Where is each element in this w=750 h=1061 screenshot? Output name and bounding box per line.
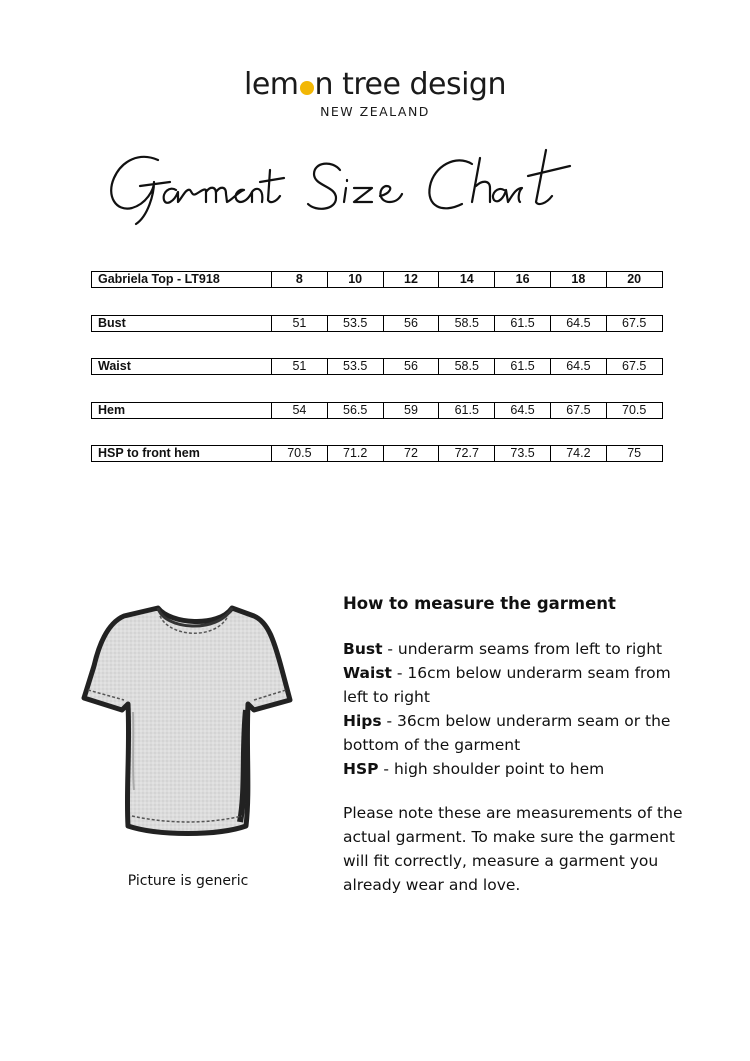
table-cell: 59 (383, 403, 439, 418)
brand-logo (0, 66, 750, 104)
table-header-cell: 14 (438, 272, 494, 287)
brand-name-part-1: lem (244, 67, 299, 102)
table-row (91, 358, 663, 375)
table-header-cell: 8 (271, 272, 327, 287)
table-cell: 54 (271, 403, 327, 418)
table-cell: 61.5 (494, 316, 550, 331)
table-cell: 64.5 (550, 316, 606, 331)
table-header-cell: 16 (494, 272, 550, 287)
table-row (91, 402, 663, 419)
table-cell: 72.7 (438, 446, 494, 461)
instruction-text: - 16cm below underarm seam from left to right (343, 664, 671, 706)
row-label: HSP to front hem (98, 446, 200, 460)
table-cell: 67.5 (606, 359, 662, 374)
instruction-text: - 36cm below underarm seam or the bottom of the garment (343, 712, 671, 754)
lemon-dot-icon (300, 81, 314, 95)
table-cell: 72 (383, 446, 439, 461)
table-cell: 53.5 (327, 359, 383, 374)
table-header-cell: 10 (327, 272, 383, 287)
instruction-term: Waist (343, 664, 392, 682)
table-row (91, 445, 663, 462)
table-cell: 67.5 (550, 403, 606, 418)
t-shirt-icon (78, 600, 300, 836)
table-cell: 58.5 (438, 316, 494, 331)
brand-subtitle: NEW ZEALAND (320, 104, 430, 119)
table-cell: 71.2 (327, 446, 383, 461)
table-cell: 73.5 (494, 446, 550, 461)
instructions-heading: How to measure the garment (343, 594, 616, 613)
instruction-text: - high shoulder point to hem (378, 760, 605, 778)
brand-name-part-2: n tree design (314, 67, 506, 102)
instruction-term: Hips (343, 712, 382, 730)
table-cell: 58.5 (438, 359, 494, 374)
table-header-cell: 20 (606, 272, 662, 287)
table-cell: 56 (383, 316, 439, 331)
row-label: Bust (98, 316, 126, 330)
page-title-script (100, 130, 650, 230)
brand-header (0, 66, 750, 119)
table-header-cell: 18 (550, 272, 606, 287)
table-cell: 61.5 (494, 359, 550, 374)
table-cell: 56 (383, 359, 439, 374)
instruction-term: HSP (343, 760, 379, 778)
table-cell: 53.5 (327, 316, 383, 331)
table-cell: 61.5 (438, 403, 494, 418)
table-header-cell: Gabriela Top - LT918 (98, 272, 220, 286)
measure-instructions (343, 592, 683, 897)
table-cell: 70.5 (606, 403, 662, 418)
measurement-note: Please note these are measurements of the actual garment. To make sure the garment will fit correctly, measure a garment you already wear and love. (343, 804, 683, 894)
table-cell: 74.2 (550, 446, 606, 461)
instruction-text: - underarm seams from left to right (382, 640, 663, 658)
table-cell: 75 (606, 446, 662, 461)
table-cell: 51 (271, 359, 327, 374)
instruction-item (343, 637, 683, 661)
instruction-item (343, 661, 683, 709)
row-label: Waist (98, 359, 131, 373)
table-header-cell: 12 (383, 272, 439, 287)
table-row (91, 315, 663, 332)
table-cell: 64.5 (550, 359, 606, 374)
row-label: Hem (98, 403, 126, 417)
instruction-term: Bust (343, 640, 383, 658)
table-cell: 70.5 (271, 446, 327, 461)
table-cell: 64.5 (494, 403, 550, 418)
table-header-row (91, 271, 663, 288)
table-cell: 56.5 (327, 403, 383, 418)
table-cell: 67.5 (606, 316, 662, 331)
instruction-item (343, 757, 683, 781)
instruction-item (343, 709, 683, 757)
table-cell: 51 (271, 316, 327, 331)
figure-caption: Picture is generic (127, 873, 249, 889)
